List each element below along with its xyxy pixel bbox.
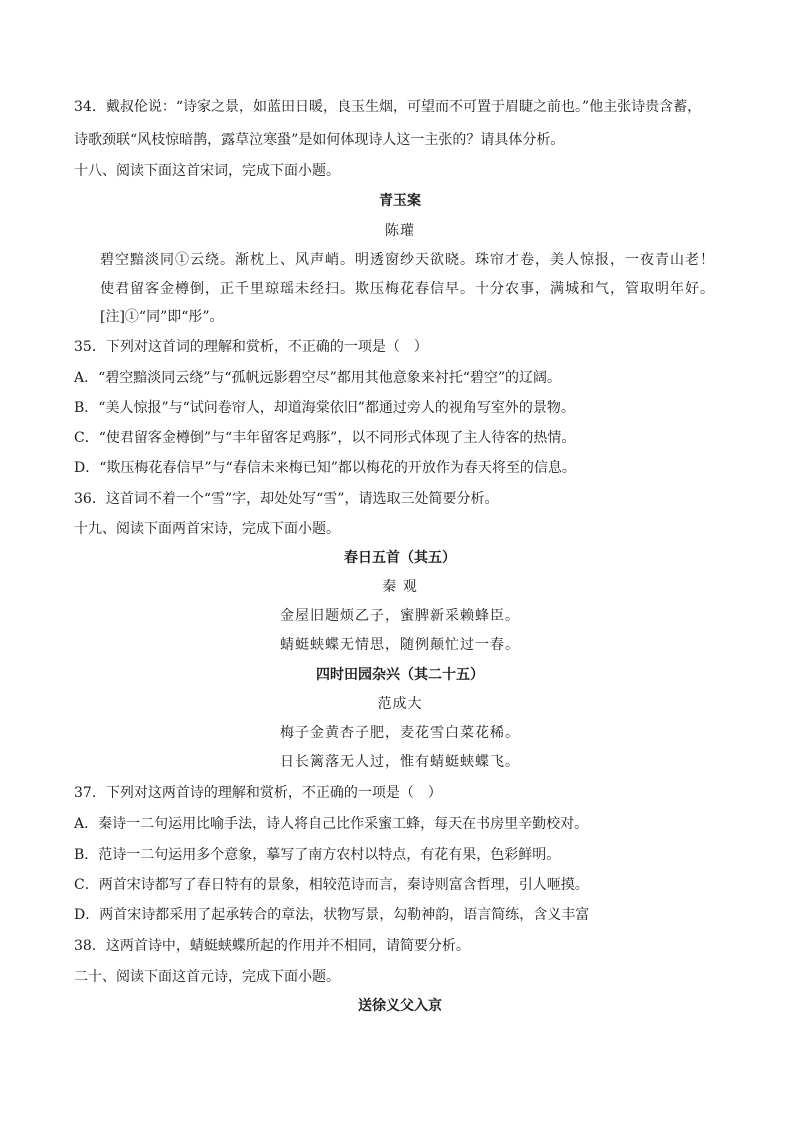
q34-line2: 诗歌颈联“风枝惊暗鹊，露草泣寒蛩”是如何体现诗人这一主张的？请具体分析。: [74, 132, 565, 148]
poem-title-qingyuan: 青玉案: [379, 193, 421, 209]
poem1-author: 秦 观: [382, 579, 418, 595]
q36-stem: 36．这首词不着一个“雪”字，却处处写“雪”，请选取三处简要分析。: [74, 491, 499, 507]
q38-stem: 38．这两首诗中，蜻蜓蛱蝶所起的作用并不相同，请简要分析。: [74, 938, 470, 954]
q35-option-a: A．“碧空黯淡同云绕”与“孤帆远影碧空尽”都用其他意象来衬托“碧空”的辽阔。: [74, 370, 562, 386]
q35-option-b: B．“美人惊报”与“试问卷帘人，却道海棠依旧”都通过旁人的视角写室外的景物。: [74, 400, 575, 416]
q35-stem: 35．下列对这首词的理解和赏析，不正确的一项是（ ）: [74, 339, 428, 355]
poem2-author: 范成大: [377, 696, 423, 712]
q34-line1: 34．戴叔伦说：“诗家之景，如蓝田日暖，良玉生烟，可望而不可置于眉睫之前也。”他主张诗贵含蓄，: [74, 99, 702, 115]
q37-option-a: A．秦诗一二句运用比喻手法，诗人将自己比作采蜜工蜂，每天在书房里辛勤校对。: [74, 816, 589, 832]
section-20-heading: 二十、阅读下面这首元诗，完成下面小题。: [74, 969, 340, 985]
poem1-line-1: 金屋旧题烦乙子，蜜脾新采赖蜂臣。: [280, 608, 520, 624]
q37-option-d: D．两首宋诗都采用了起承转合的章法，状物写景，勾勒神韵，语言简练，含义丰富: [74, 907, 590, 923]
q37-option-b: B．范诗一二句运用多个意象，摹写了南方农村以特点，有花有果，色彩鲜明。: [74, 847, 561, 863]
poem2-line-2: 日长篱落无人过，惟有蜻蜓蛱蝶飞。: [280, 754, 520, 770]
q35-option-c: C．“使君留客金樽倒”与“丰年留客足鸡豚”，以不同形式体现了主人待客的热情。: [74, 430, 576, 446]
poem2-line-1: 梅子金黄杏子肥，麦花雪白菜花稀。: [280, 725, 520, 741]
poem-author-chenguan: 陈瓘: [385, 223, 415, 239]
q37-stem: 37．下列对这两首诗的理解和赏析，不正确的一项是（ ）: [74, 785, 442, 801]
poem-title-song-xu: 送徐义父入京: [358, 998, 442, 1014]
ci-line-2: 使君留客金樽倒，正千里琼瑶未经扫。欺压梅花春信早。十分农事，满城和气，管取明年好。: [100, 281, 715, 297]
poem2-title: 四时田园杂兴（其二十五）: [316, 667, 484, 683]
section-19-heading: 十九、阅读下面两首宋诗，完成下面小题。: [74, 521, 340, 537]
ci-note: [注]①“同”即“彤”。: [100, 309, 224, 325]
ci-line-1: 碧空黯淡同①云绕。渐枕上、风声峭。明透窗纱天欲晓。珠帘才卷，美人惊报，一夜青山老！: [100, 252, 715, 268]
poem1-line-2: 蜻蜓蛱蝶无情思，随例颠忙过一春。: [280, 637, 520, 653]
q37-option-c: C．两首宋诗都写了春日特有的景象，相较范诗而言，秦诗则富含哲理，引人咂摸。: [74, 877, 589, 893]
q35-option-d: D．“欺压梅花春信早”与“春信未来梅已知”都以梅花的开放作为春天将至的信息。: [74, 460, 576, 476]
poem1-title: 春日五首（其五）: [344, 550, 456, 566]
section-18-heading: 十八、阅读下面这首宋词，完成下面小题。: [74, 163, 340, 179]
